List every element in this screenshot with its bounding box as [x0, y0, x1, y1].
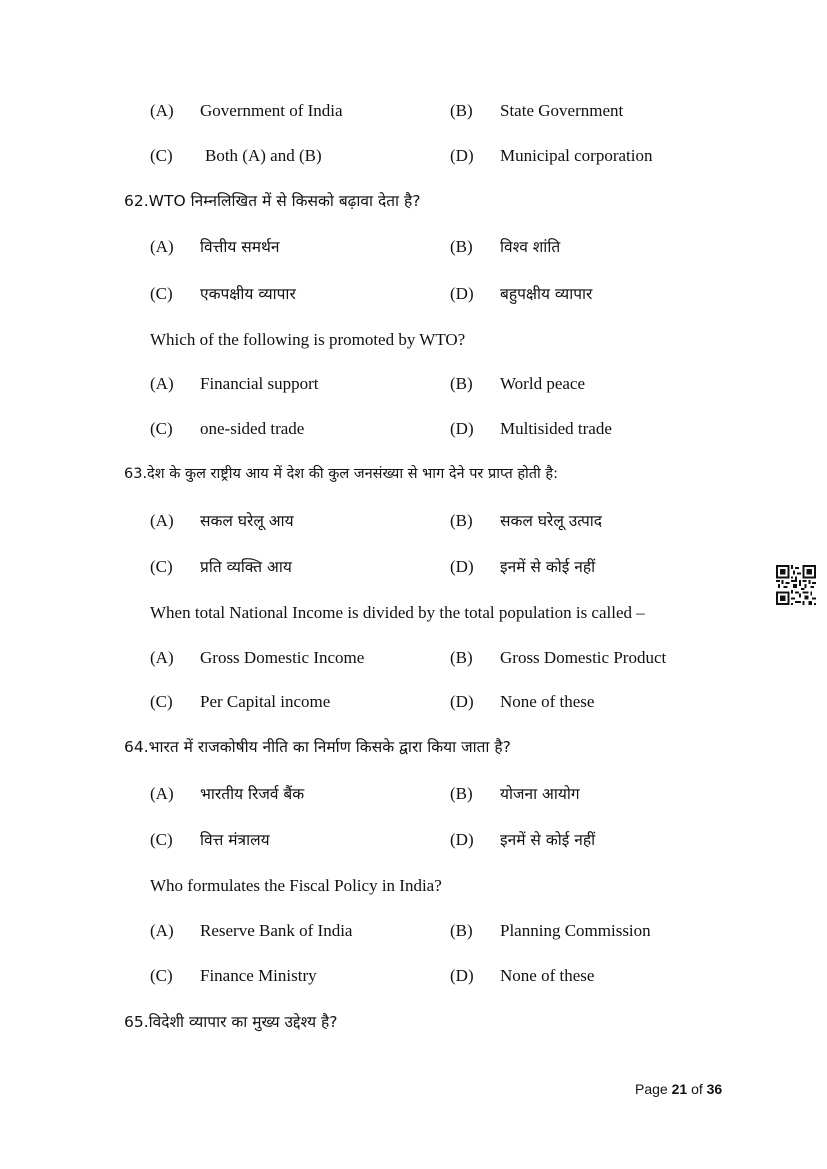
- q64-en-option-d-text: None of these: [500, 966, 595, 985]
- q62-question-hindi: 62.WTO निम्नलिखित में से किसको बढ़ावा देता है?: [124, 192, 421, 210]
- q64-en-option-b-text: Planning Commission: [500, 921, 651, 940]
- q64-en-option-a-text: Reserve Bank of India: [200, 921, 353, 940]
- footer-page-word: Page: [635, 1081, 668, 1097]
- q63-hi-option-a-label: (A): [150, 511, 174, 530]
- q62-hi-option-a-text: वित्तीय समर्थन: [200, 238, 280, 256]
- q63-en-option-d-text: None of these: [500, 692, 595, 711]
- q63-hi-option-b-text: सकल घरेलू उत्पाद: [500, 512, 603, 530]
- q62-hi-option-d-text: बहुपक्षीय व्यापार: [500, 285, 593, 303]
- q62-en-option-c-text: one-sided trade: [200, 419, 305, 438]
- q63-en-option-b-text: Gross Domestic Product: [500, 648, 667, 667]
- q61-option-c-text: Both (A) and (B): [205, 146, 322, 165]
- q64-hi-option-a-text: भारतीय रिजर्व बैंक: [200, 785, 305, 803]
- q63-question-hindi: 63.देश के कुल राष्ट्रीय आय में देश की कुल जनसंख्या से भाग देने पर प्राप्त होती है:: [124, 466, 558, 482]
- q64-hi-option-c-label: (C): [150, 830, 173, 849]
- q63-en-option-b-label: (B): [450, 648, 473, 667]
- q63-hi-option-c-label: (C): [150, 557, 173, 576]
- q64-en-option-b-label: (B): [450, 921, 473, 940]
- q63-en-option-d-label: (D): [450, 692, 474, 711]
- q62-hi-option-b-text: विश्व शांति: [500, 238, 561, 256]
- q64-hi-option-d-label: (D): [450, 830, 474, 849]
- q64-hi-option-c-text: वित्त मंत्रालय: [200, 831, 270, 849]
- q62-hi-option-d-label: (D): [450, 284, 474, 303]
- q63-hi-option-b-label: (B): [450, 511, 473, 530]
- q63-en-option-c-label: (C): [150, 692, 173, 711]
- q62-en-option-d-label: (D): [450, 419, 474, 438]
- q63-hi-option-d-label: (D): [450, 557, 474, 576]
- q63-hi-option-d-text: इनमें से कोई नहीं: [500, 558, 596, 576]
- footer-of-word: of: [691, 1081, 703, 1097]
- q64-en-option-d-label: (D): [450, 966, 474, 985]
- q64-en-option-c-label: (C): [150, 966, 173, 985]
- q62-en-option-d-text: Multisided trade: [500, 419, 612, 438]
- q61-option-b-text: State Government: [500, 101, 624, 120]
- q64-hi-option-d-text: इनमें से कोई नहीं: [500, 831, 596, 849]
- q63-en-option-c-text: Per Capital income: [200, 692, 331, 711]
- q62-hi-option-b-label: (B): [450, 237, 473, 256]
- q61-option-b-label: (B): [450, 101, 473, 120]
- q63-en-option-a-label: (A): [150, 648, 174, 667]
- page-number-footer: [635, 1080, 722, 1098]
- q64-hi-option-b-text: योजना आयोग: [500, 785, 580, 803]
- qr-code-icon[interactable]: [776, 565, 816, 605]
- q64-question-english: Who formulates the Fiscal Policy in India?: [150, 876, 442, 895]
- q62-en-option-b-label: (B): [450, 374, 473, 393]
- q61-option-a-text: Government of India: [200, 101, 343, 120]
- q61-option-c-label: (C): [150, 146, 173, 165]
- q61-option-a-label: (A): [150, 101, 174, 120]
- q64-question-hindi: 64.भारत में राजकोषीय नीति का निर्माण किसके द्वारा किया जाता है?: [124, 738, 511, 756]
- q62-en-option-a-text: Financial support: [200, 374, 319, 393]
- q63-question-english: When total National Income is divided by the total population is called –: [150, 603, 645, 622]
- q62-hi-option-c-text: एकपक्षीय व्यापार: [200, 285, 296, 303]
- q61-option-d-text: Municipal corporation: [500, 146, 653, 165]
- q64-en-option-a-label: (A): [150, 921, 174, 940]
- q62-hi-option-a-label: (A): [150, 237, 174, 256]
- q64-hi-option-b-label: (B): [450, 784, 473, 803]
- q65-question-hindi: 65.विदेशी व्यापार का मुख्य उद्देश्य है?: [124, 1013, 338, 1031]
- q62-question-english: Which of the following is promoted by WTO?: [150, 330, 466, 349]
- q64-en-option-c-text: Finance Ministry: [200, 966, 317, 985]
- footer-total-pages: 36: [706, 1081, 723, 1097]
- q64-hi-option-a-label: (A): [150, 784, 174, 803]
- footer-page-number: 21: [671, 1081, 688, 1097]
- q62-en-option-a-label: (A): [150, 374, 174, 393]
- q63-hi-option-a-text: सकल घरेलू आय: [200, 512, 294, 530]
- q62-hi-option-c-label: (C): [150, 284, 173, 303]
- q61-option-d-label: (D): [450, 146, 474, 165]
- q63-en-option-a-text: Gross Domestic Income: [200, 648, 365, 667]
- q62-en-option-c-label: (C): [150, 419, 173, 438]
- q63-hi-option-c-text: प्रति व्यक्ति आय: [200, 558, 292, 576]
- q62-en-option-b-text: World peace: [500, 374, 585, 393]
